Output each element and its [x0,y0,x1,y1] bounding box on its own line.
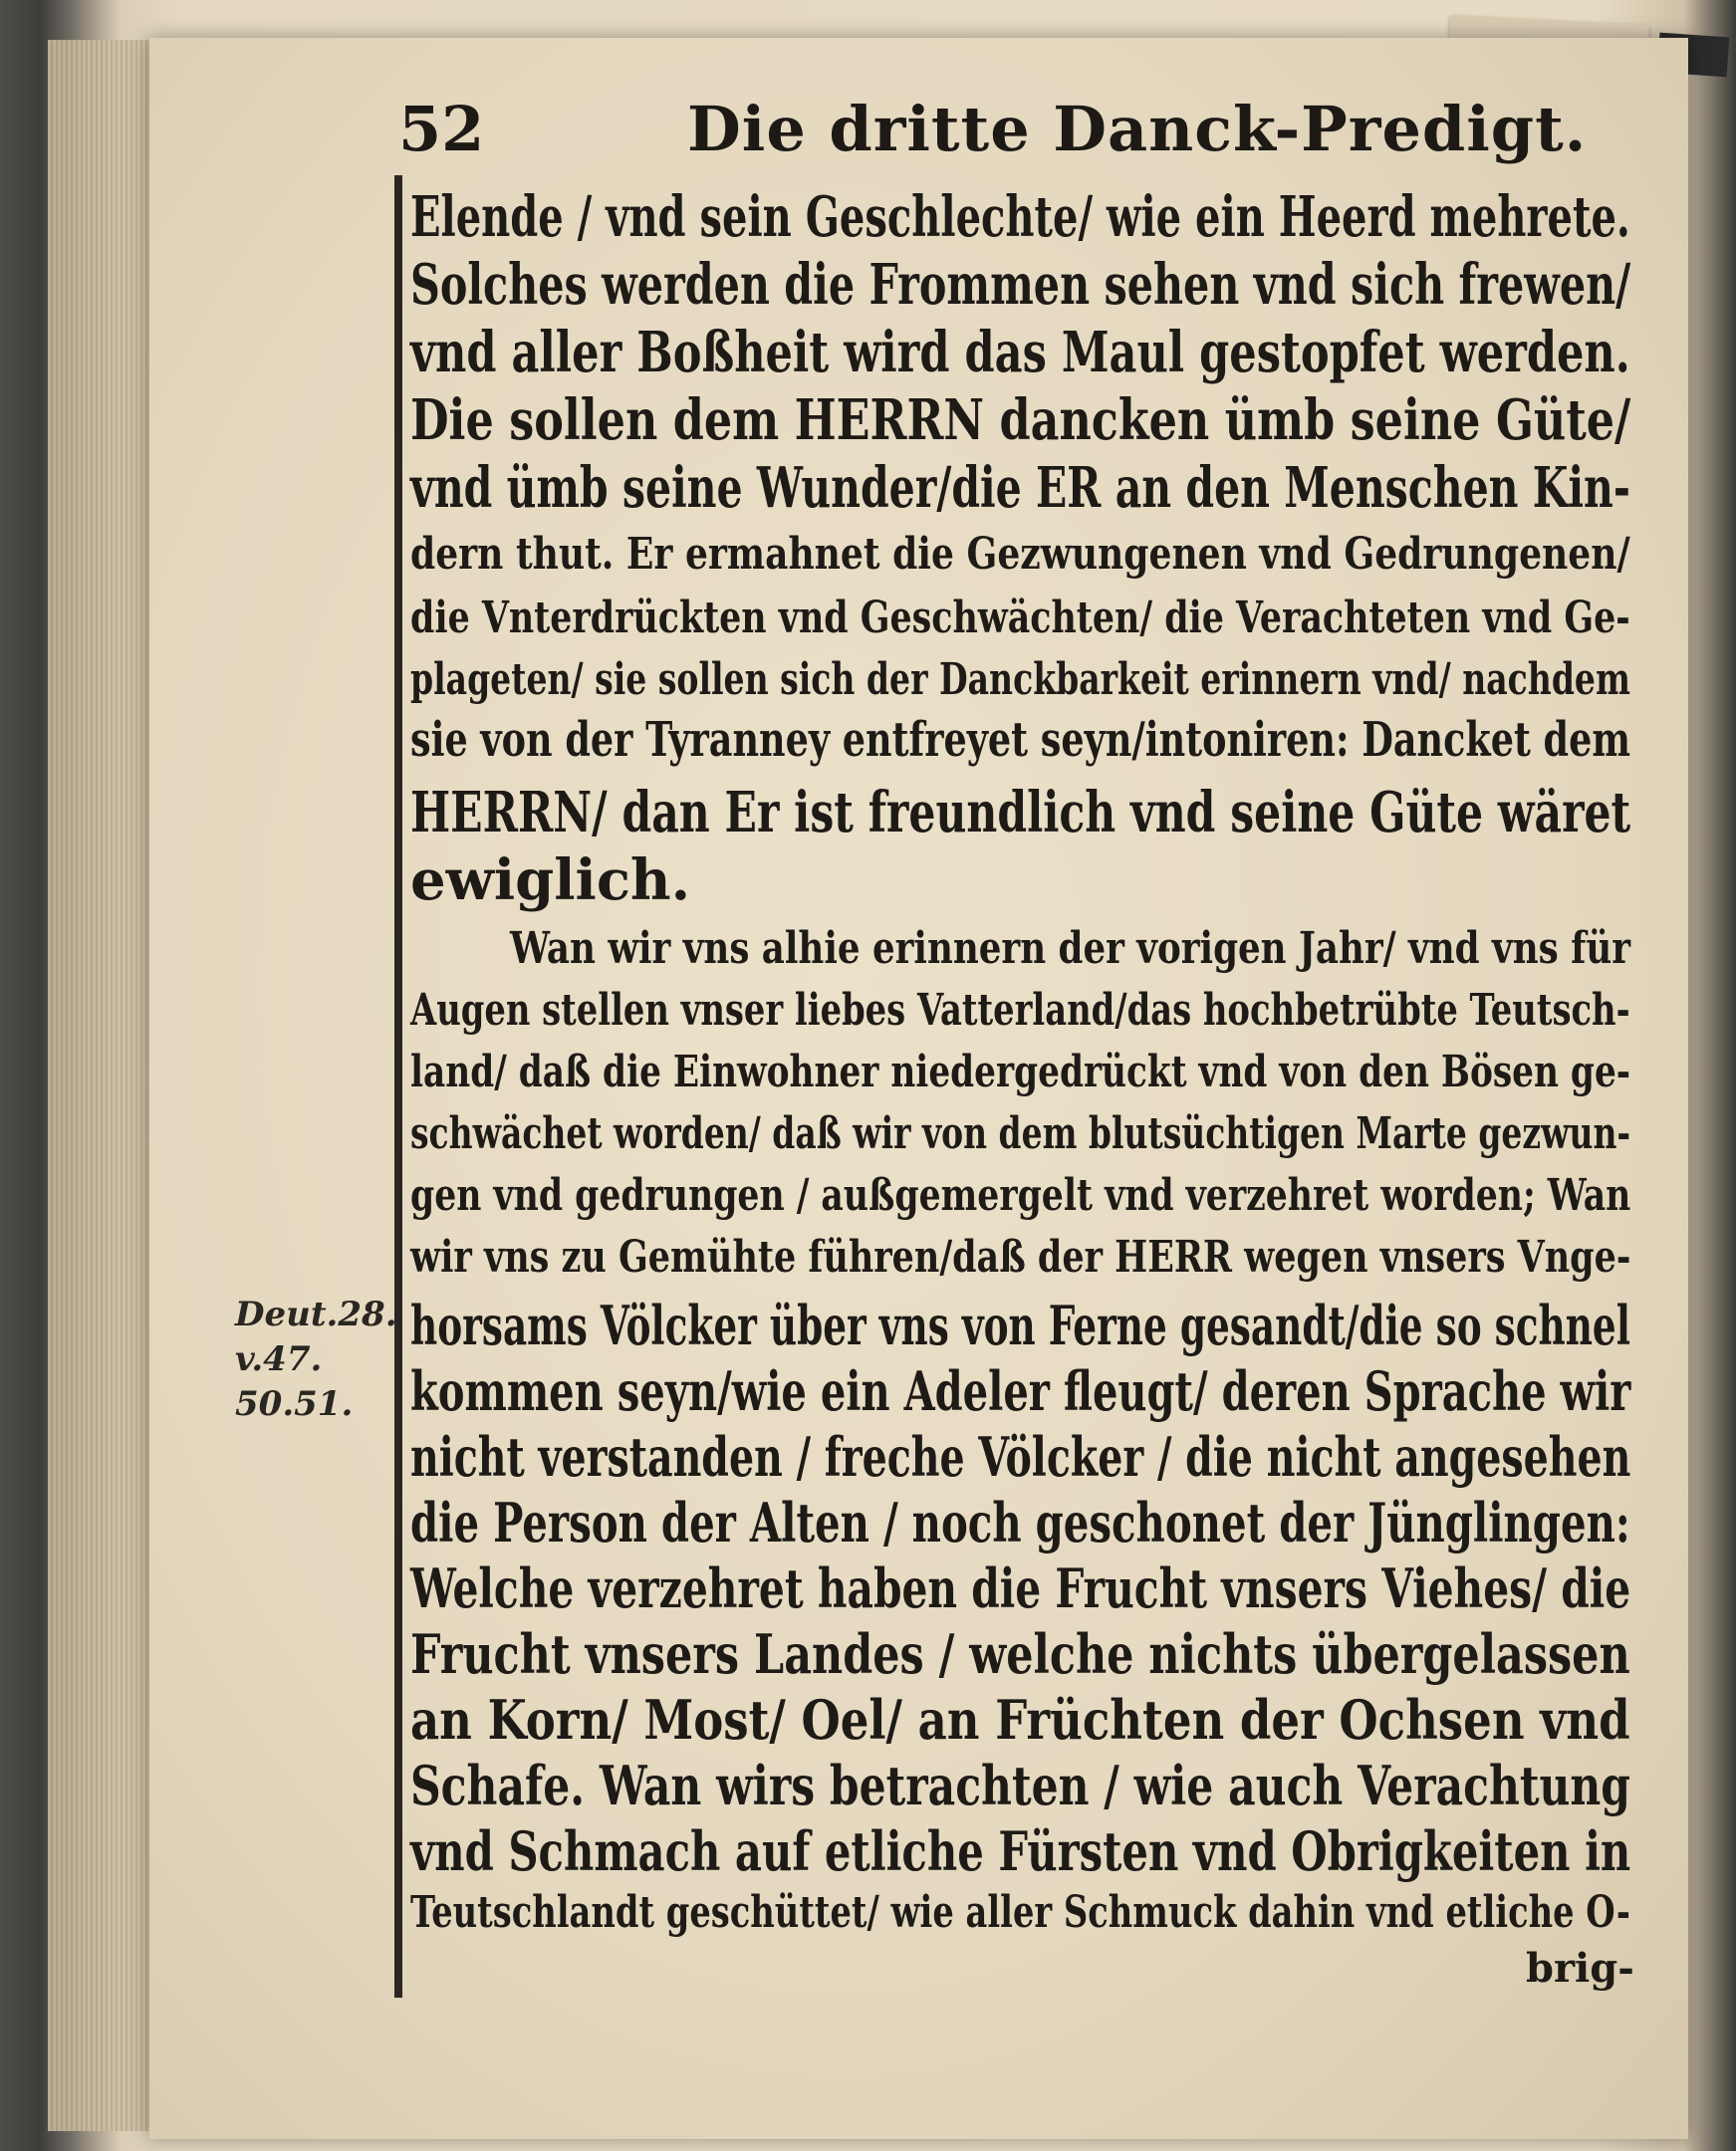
text-line: Augen stellen vnser liebes Vatterland/das hochbetrübte Teutsch- [410,985,1630,1036]
text-line: kommen seyn/wie ein Adeler fleugt/ deren Sprache wir [410,1359,1631,1423]
margin-note: v.47. [235,1339,323,1379]
text-line: die Person der Alten / noch geschonet der Jünglingen: [410,1491,1630,1554]
text-line: sie von der Tyranney entfreyet seyn/intoniren: Dancket dem [410,712,1631,768]
margin-note: Deut.28. [235,1295,397,1334]
text-line: Schafe. Wan wirs betrachten / wie auch Verachtung [410,1754,1630,1817]
page-number: 52 [398,93,485,165]
text-line: Teutschlandt geschüttet/ wie aller Schmuck dahin vnd etliche O- [410,1887,1630,1938]
text-line: vnd ümb seine Wunder/die ER an den Menschen Kin- [410,455,1630,521]
text-line: Frucht vnsers Landes / welche nichts übergelassen [410,1622,1630,1686]
text-line: wir vns zu Gemühte führen/daß der HERR wegen vnsers Vnge- [410,1232,1631,1283]
text-line: Elende / vnd sein Geschlechte/ wie ein Heerd mehrete. [410,184,1630,250]
body-text [410,184,1635,2056]
text-line: an Korn/ Most/ Oel/ an Früchten der Ochsen vnd [410,1688,1630,1752]
running-title: Die dritte Danck-Predigt. [687,93,1588,165]
text-line: land/ daß die Einwohner niedergedrückt vnd von den Bösen ge- [410,1047,1631,1097]
text-line: Welche verzehret haben die Frucht vnsers Viehes/ die [410,1556,1631,1620]
text-line: horsams Völcker über vns von Ferne gesandt/die so schnel [410,1294,1630,1357]
column-rule [394,175,402,1998]
text-line: gen vnd gedrungen / außgemergelt vnd verzehret worden; Wan [410,1170,1631,1221]
text-line: Wan wir vns alhie erinnern der vorigen Jahr/ vnd vns für [510,923,1631,974]
catchword: brig- [1526,1945,1634,1992]
text-line: Solches werden die Frommen sehen vnd sich frewen/ [410,252,1631,318]
text-line: Die sollen dem HERRN dancken ümb seine Güte/ [410,387,1631,453]
page-header [398,92,1663,166]
text-line: vnd Schmach auf etliche Fürsten vnd Obrigkeiten in [410,1819,1631,1883]
text-line: die Vnterdrückten vnd Geschwächten/ die Verachteten vnd Ge- [410,593,1630,643]
text-line: plageten/ sie sollen sich der Danckbarkeit erinnern vnd/ nachdem [410,654,1630,705]
text-line: vnd aller Boßheit wird das Maul gestopfet werden. [410,320,1630,385]
text-line: ewiglich. [410,847,691,913]
text-line: dern thut. Er ermahnet die Gezwungenen vnd Gedrungenen/ [410,529,1630,580]
text-line: schwächet worden/ daß wir von dem blutsüchtigen Marte gezwun- [410,1108,1631,1159]
text-line: HERRN/ dan Er ist freundlich vnd seine Güte wäret [410,780,1631,845]
text-line: nicht verstanden / freche Völcker / die nicht angesehen [410,1425,1631,1489]
margin-note: 50.51. [235,1384,354,1424]
